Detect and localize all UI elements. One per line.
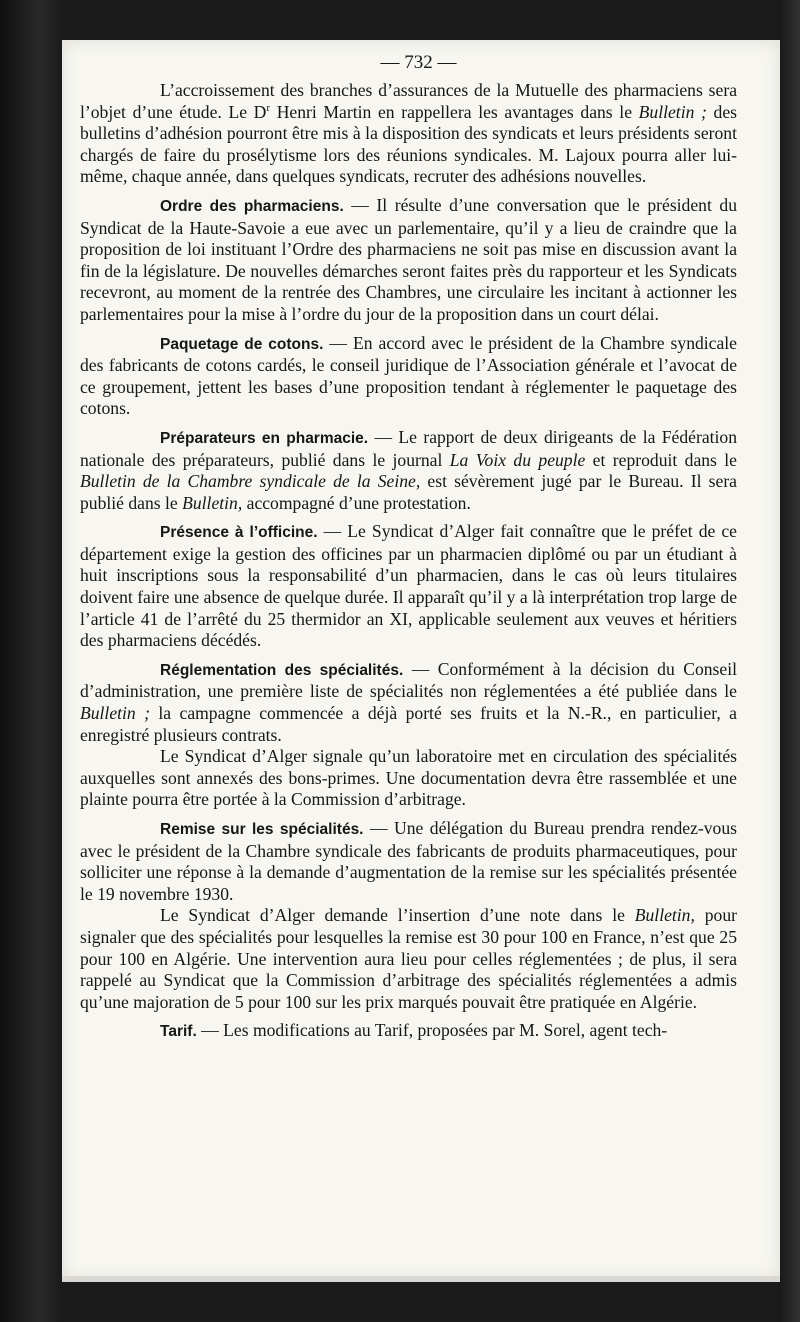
text-run: Le Syndicat d’Alger demande l’insertion d’une note dans le	[160, 905, 635, 926]
text-run: — Le rapport de deux dirigeants de la Fédération nationale des préparateurs, publié dans le journal	[80, 426, 738, 470]
section-heading: Réglementation des spécialités.	[160, 661, 404, 679]
section-paragraph	[80, 195, 737, 326]
continuation-paragraph	[80, 746, 737, 811]
section-paragraph	[80, 427, 737, 514]
section-heading: Présence à l’officine.	[160, 524, 318, 542]
text-run: L’accroissement des branches d’assurances de la Mutuelle des pharmaciens sera l’objet d’une étude. Le D	[80, 80, 737, 122]
text-run: — Il résulte d’une conversation que le président du Syndicat de la Haute-Savoie a eue avec un parlementaire, qu’il y a lieu de craindre que la proposition de loi instituant l’Ordre des pharmaciens ne soit pas mise en discussion avant la fin de la législature. De nouvelles démarches seront faites près du rapporteur et les Syndicats recevront, au moment de la rentrée des Chambres, une circulaire les incitant à actionner les parlementaires pour la mise à l’ordre du jour de la proposition dans un court délai.	[80, 194, 737, 324]
italic-text: Bulletin,	[182, 492, 243, 513]
text-run: — Conformément à la décision du Conseil d’administration, une première liste de spécialités non réglementées a été publiée dans le	[80, 658, 737, 702]
italic-text: Bulletin,	[634, 905, 695, 926]
italic-text: Bulletin ;	[80, 703, 150, 724]
italic-text: Bulletin ;	[638, 101, 707, 122]
section-paragraph	[80, 659, 737, 746]
italic-text: Bulletin de la Chambre syndicale de la Seine,	[80, 471, 421, 492]
section-heading: Remise sur les spécialités.	[160, 821, 364, 838]
text-run: accompagné d’une protestation.	[242, 492, 471, 513]
section-paragraph	[80, 333, 737, 420]
section-paragraph	[80, 521, 737, 652]
text-run: — Une délégation du Bureau prendra rendez-vous avec le président de la Chambre syndicale des fabricants de produits pharmaceutiques, pour solliciter une réponse à la demande d’augmentation de la remise sur les spécialités présentée le 19 novembre 1930.	[80, 818, 738, 904]
text-run: est sévèrement jugé par le Bureau. Il sera publié dans le	[80, 471, 737, 513]
text-run: — Le Syndicat d’Alger fait connaître que le préfet de ce département exige la gestion des officines par un pharmacien diplômé ou par un étudiant à huit inscriptions sous la responsabilité d’un pharmacien, dans le cas où leurs titulaires doivent faire une absence de quelque durée. Il apparaît qu’il y a là interprétation trop large de l’article 41 de l’arrêté du 25 thermidor an XI, applicable seulement aux veuves et héritiers des pharmaciens décédés.	[80, 521, 737, 651]
text-run: la campagne commencée a déjà porté ses fruits et la N.-R., en particulier, a enregistré plusieurs contrats.	[80, 703, 737, 745]
section-paragraph	[80, 1020, 737, 1043]
intro-paragraph	[80, 80, 737, 188]
section-heading: Ordre des pharmaciens.	[160, 197, 344, 215]
text-run: pour signaler que des spécialités pour lesquelles la remise est 30 pour 100 en France, n’est que 25 pour 100 en Algérie. Une intervention aura lieu pour celles réglementées ; de plus, il sera rappelé au Syndicat que la Commission d’arbitrage des spécialités réglementées a admis qu’une majoration de 5 pour 100 sur les prix marqués pouvait être pratiquée en Algérie.	[80, 905, 737, 1012]
italic-text: La Voix du peuple	[449, 449, 586, 470]
text-run: et reproduit dans le	[585, 449, 737, 470]
section-heading: Paquetage de cotons.	[160, 335, 324, 353]
text-run: — Les modifications au Tarif, proposées par M. Sorel, agent tech-	[196, 1020, 668, 1041]
text-run: Henri Martin en rappellera les avantages dans le	[270, 101, 639, 122]
text-run: des bulletins d’adhésion pourront être mis à la disposition des syndicats et leurs présidents seront chargés de faire du prosélytisme lors des réunions syndicales. M. Lajoux pourra aller lui-même, chaque année, dans quelques syndicats, recruter des adhésions nouvelles.	[80, 101, 737, 187]
section-heading: Tarif.	[160, 1023, 197, 1041]
section-paragraph	[80, 818, 737, 905]
superscript-text: r	[266, 101, 271, 114]
continuation-paragraph	[80, 905, 737, 1013]
page-number: — 732 —	[380, 52, 457, 73]
text-run: Le Syndicat d’Alger signale qu’un laboratoire met en circulation des spécialités auxquelles sont annexés des bons-primes. Une documentation devra être rassemblée et une plainte pourra être portée à la Commission d’arbitrage.	[80, 746, 737, 810]
body-text	[80, 80, 737, 1043]
text-run: — En accord avec le président de la Chambre syndicale des fabricants de cotons cardés, le conseil juridique de l’Association générale et l’avocat de ce groupement, jettent les bases d’une proposition tendant à réglementer le paquetage des cotons.	[80, 332, 737, 419]
section-heading: Préparateurs en pharmacie.	[160, 429, 369, 447]
page-content	[80, 0, 737, 1043]
page-edge	[62, 1276, 780, 1282]
